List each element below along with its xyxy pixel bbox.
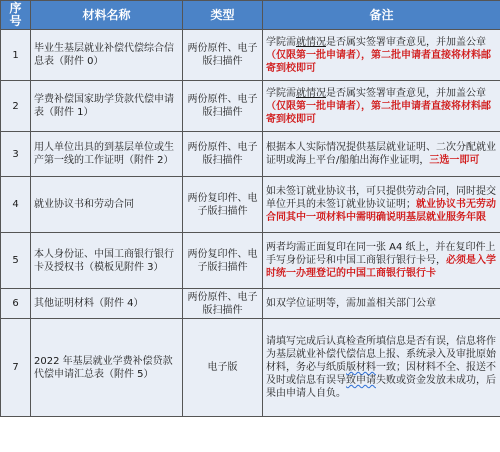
- table-row: [1, 81, 500, 132]
- row-number: 4: [1, 177, 31, 233]
- header-name: 材料名称: [31, 1, 183, 30]
- material-note: [263, 319, 500, 417]
- material-type: 两份原件、电子版扫描件: [183, 30, 263, 81]
- material-type: 两份原件、电子版扫描件: [183, 132, 263, 177]
- row-number: 1: [1, 30, 31, 81]
- material-type: 两份原件、电子版扫描件: [183, 289, 263, 319]
- material-type: 两份复印件、电子版扫描件: [183, 177, 263, 233]
- row-number: 2: [1, 81, 31, 132]
- header-type: 类型: [183, 1, 263, 30]
- table-row: [1, 289, 500, 319]
- note-text: 就情况: [296, 87, 326, 99]
- note-highlight: 必须是入学时统一办理登记的中国工商银行银行卡: [266, 255, 496, 279]
- material-name: 本人身份证、中国工商银行银行卡及授权书（模板见附件 3）: [31, 233, 183, 289]
- material-name: 就业协议书和劳动合同: [31, 177, 183, 233]
- note-text: 是否属实签署审查意见，并加盖公章: [326, 87, 486, 99]
- material-name: 用人单位出具的到基层单位或生产第一线的工作证明（附件 2）: [31, 132, 183, 177]
- note-highlight: 就业协议书无劳动合同其中一项材料中需明确说明基层就业服务年限: [266, 199, 496, 223]
- note-text: 就情况: [296, 36, 326, 48]
- table-row: [1, 233, 500, 289]
- material-type: 电子版: [183, 319, 263, 417]
- material-type: 两份原件、电子版扫描件: [183, 81, 263, 132]
- note-text: 学院需: [266, 87, 296, 99]
- note-text: 是否属实签署审查意见，并加盖公章: [326, 36, 486, 48]
- row-number: 5: [1, 233, 31, 289]
- material-name: 毕业生基层就业补偿代偿综合信息表（附件 0）: [31, 30, 183, 81]
- material-name: 学费补偿国家助学贷款代偿申请表（附件 1）: [31, 81, 183, 132]
- material-note: [263, 289, 500, 319]
- note-text: 请填写完成后认真检查所填信息是否有误，信息将作为基层就业补偿代偿信息上报、系统录入及审批原始材料，务必与纸质: [266, 336, 496, 373]
- material-name: 2022 年基层就业学费补偿贷款代偿申请汇总表（附件 5）: [31, 319, 183, 417]
- material-note: [263, 81, 500, 132]
- note-text: 如双学位证明等，需加盖相关部门公章: [266, 298, 436, 309]
- header-note: 备注: [263, 1, 500, 30]
- table-row: [1, 132, 500, 177]
- row-number: 7: [1, 319, 31, 417]
- table-body: [1, 30, 500, 417]
- row-number: 6: [1, 289, 31, 319]
- note-text: 两者均需正面复印在同一张 A4 纸上，并在复印件上手写身份证号和中国工商银行银行卡号，: [266, 242, 496, 266]
- table-header-row: [1, 1, 500, 30]
- note-highlight: 三选一即可: [429, 155, 480, 166]
- row-number: 3: [1, 132, 31, 177]
- material-note: [263, 177, 500, 233]
- note-text: 致申请: [346, 375, 376, 386]
- table-row: [1, 30, 500, 81]
- material-name: 其他证明材料（附件 4）: [31, 289, 183, 319]
- note-text: 失败或资金发放未成功，后果由申请人自负。: [266, 375, 496, 399]
- note-text: 版材料: [346, 362, 376, 373]
- material-note: [263, 233, 500, 289]
- header-no: 序号: [1, 1, 31, 30]
- table-row: [1, 177, 500, 233]
- note-text: 如未签订就业协议书，可只提供劳动合同，同时提交单位开具的未签订就业协议证明；: [266, 186, 496, 210]
- note-text: 根据本人实际情况提供基层就业证明、二次分配就业证明或海上平台/船舶出海作业证明，: [266, 142, 496, 166]
- note-highlight: （仅限第一批申请者），第二批申请者直接将材料邮寄到校即可: [266, 49, 491, 74]
- material-note: [263, 30, 500, 81]
- material-note: [263, 132, 500, 177]
- note-text: 学院需: [266, 36, 296, 48]
- table-row: [1, 319, 500, 417]
- note-text: 一致；因材料不全、报送不及时或信息有误导: [266, 362, 496, 386]
- note-highlight: （仅限第一批申请者），第二批申请者直接将材料邮寄到校即可: [266, 100, 491, 125]
- material-type: 两份复印件、电子版扫描件: [183, 233, 263, 289]
